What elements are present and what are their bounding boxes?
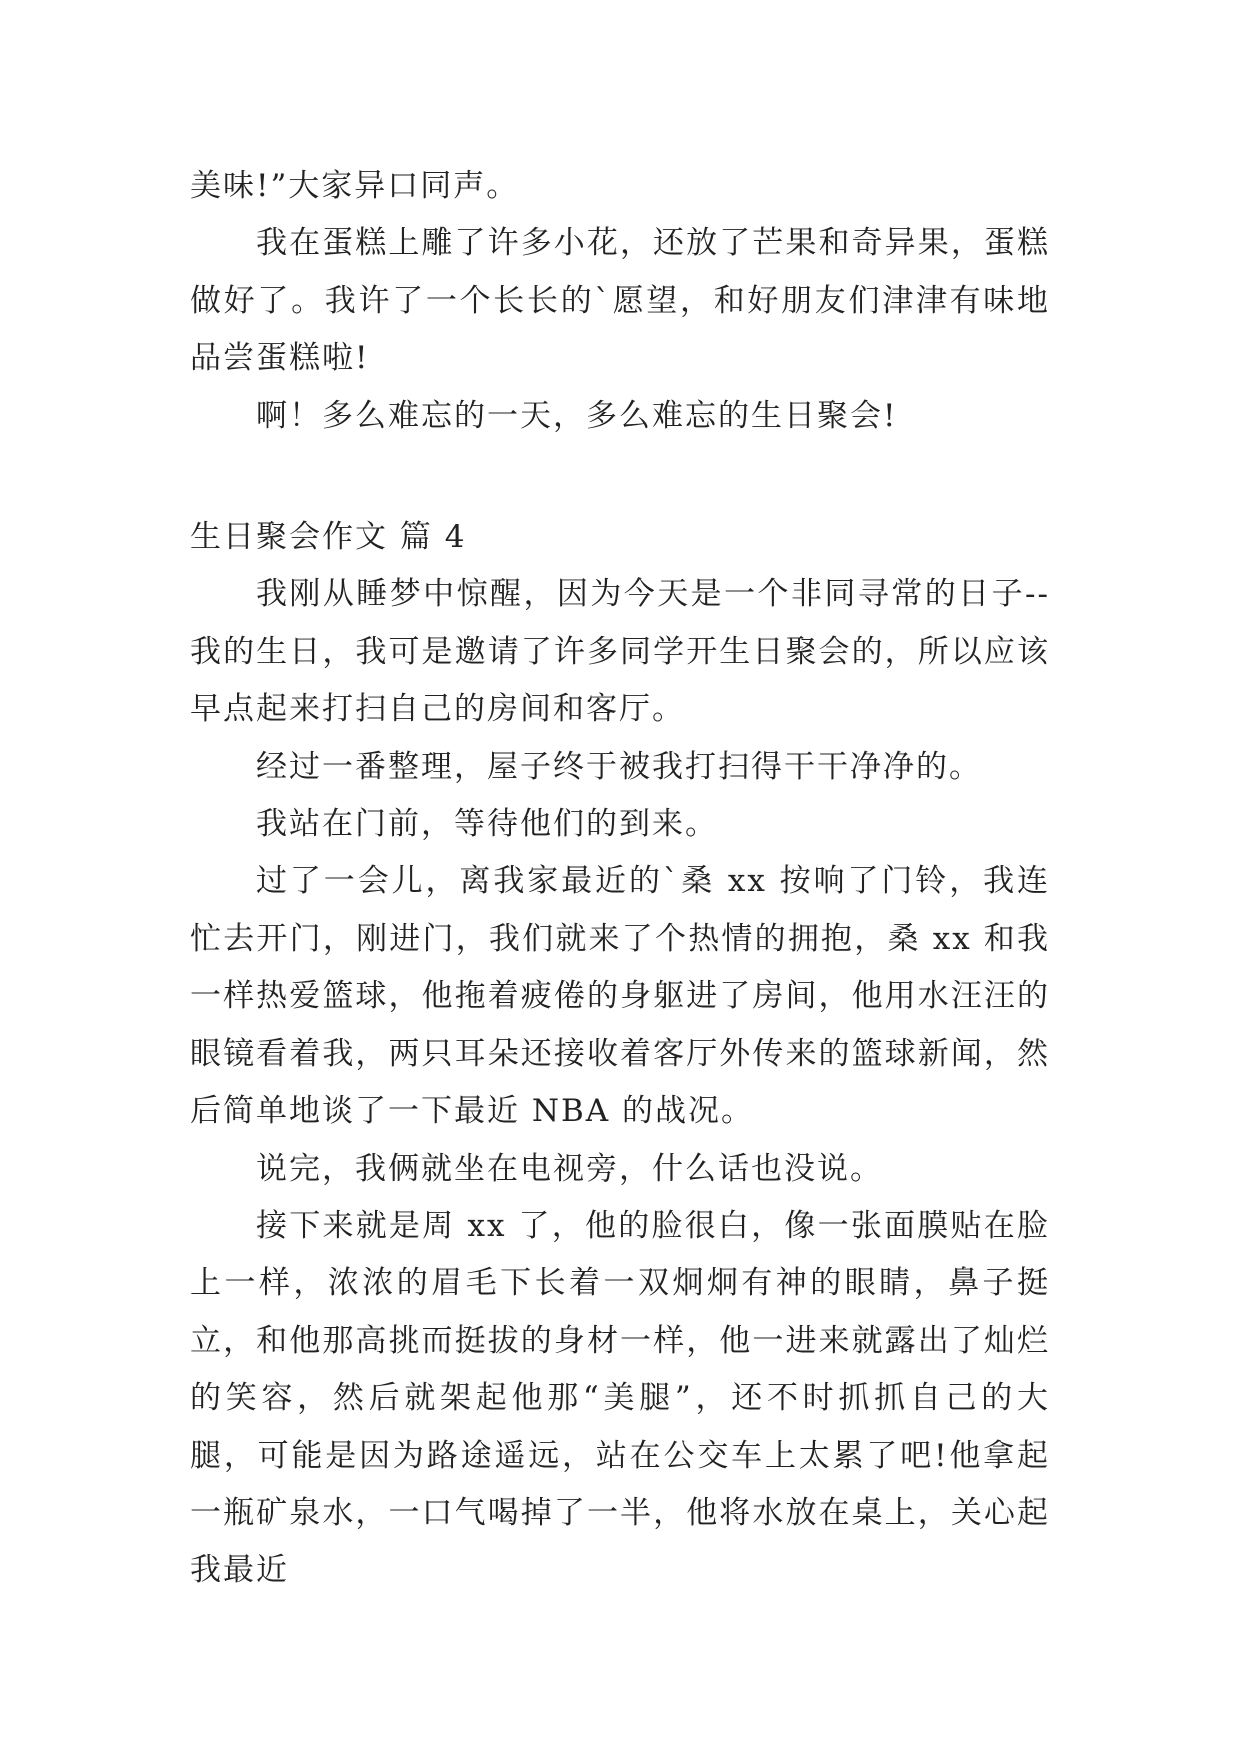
paragraph-7: 过了一会儿，离我家最近的`桑 xx 按响了门铃，我连忙去开门，刚进门，我们就来了个热情的拥抱，桑 xx 和我一样热爱篮球，他拖着疲倦的身躯进了房间，他用水汪汪的眼镜看着我，两只耳朵还接收着客厅外传来的篮球新闻，然后简单地谈了一下最近 NBA 的战况。 (190, 863, 1050, 1130)
paragraph-6: 我站在门前，等待他们的到来。 (256, 806, 718, 843)
document-body (190, 158, 1050, 1600)
paragraph-5: 经过一番整理，屋子终于被我打扫得干干净净的。 (256, 748, 982, 785)
paragraph-8: 说完，我俩就坐在电视旁，什么话也没说。 (256, 1150, 883, 1187)
paragraph-1: 美味!”大家异口同声。 (190, 168, 520, 204)
paragraph-9: 接下来就是周 xx 了，他的脸很白，像一张面膜贴在脸上一样，浓浓的眉毛下长着一双炯炯有神的眼睛，鼻子挺立，和他那高挑而挺拔的身材一样，他一进来就露出了灿烂的笑容，然后就架起他那“美腿”，还不时抓抓自己的大腿，可能是因为路途遥远，站在公交车上太累了吧!他拿起一瓶矿泉水，一口气喝掉了一半，他将水放在桌上，关心起我最近 (190, 1207, 1050, 1589)
paragraph-3: 啊！多么难忘的一天，多么难忘的生日聚会! (256, 397, 898, 434)
paragraph-4: 我刚从睡梦中惊醒，因为今天是一个非同寻常的日子--我的生日，我可是邀请了许多同学开生日聚会的，所以应该早点起来打扫自己的房间和客厅。 (190, 576, 1050, 728)
section-heading: 生日聚会作文 篇 4 (190, 519, 467, 556)
paragraph-2: 我在蛋糕上雕了许多小花，还放了芒果和奇异果，蛋糕做好了。我许了一个长长的`愿望，和好朋友们津津有味地品尝蛋糕啦! (190, 225, 1050, 377)
